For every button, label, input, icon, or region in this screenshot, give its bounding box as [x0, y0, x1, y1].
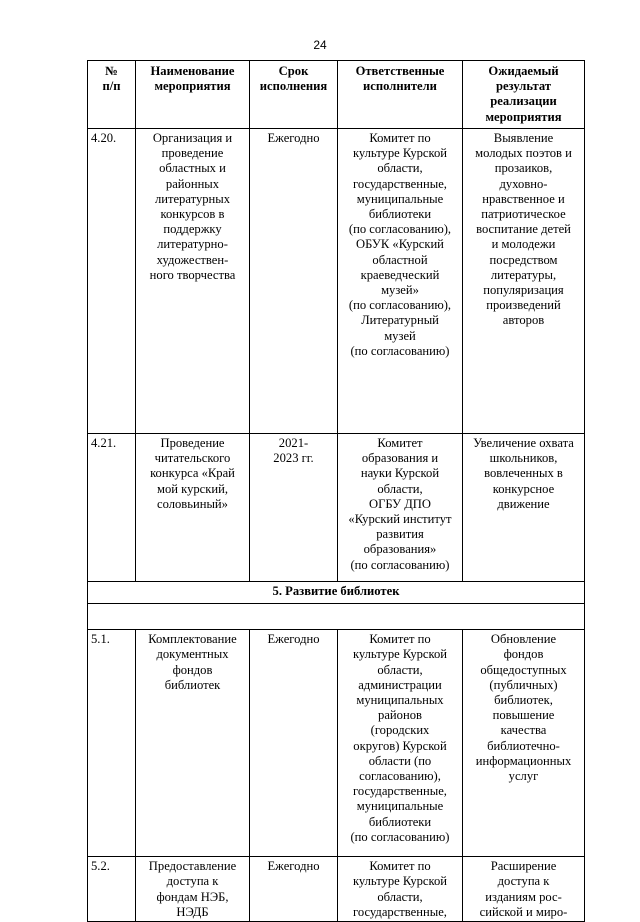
row-number: 4.21. [88, 434, 136, 582]
row-expected-result: Увеличение охвата школьников, вовлеченных в конкурсное движение [463, 434, 585, 582]
header-event-name: Наименование мероприятия [136, 61, 250, 129]
table-row [88, 857, 585, 922]
page-number: 24 [313, 38, 327, 52]
row-expected-result: Обновление фондов общедоступных (публичных) библиотек, повышение качества библиотечно- информационных услуг [463, 630, 585, 857]
row-responsible: Комитет по культуре Курской области, государственные, [338, 857, 463, 922]
row-event-name: Предоставление доступа к фондам НЭБ, НЭДБ [136, 857, 250, 922]
header-deadline: Срок исполнения [250, 61, 338, 129]
row-expected-result: Выявление молодых поэтов и прозаиков, духовно- нравственное и патриотическое воспитание детей и молодежи посредством литературы, популяризация произведений авторов [463, 129, 585, 434]
header-responsible: Ответственные исполнители [338, 61, 463, 129]
section-spacer [88, 604, 585, 630]
table-header-row [88, 61, 585, 129]
row-event-name: Комплектование документных фондов библиотек [136, 630, 250, 857]
row-number: 5.2. [88, 857, 136, 922]
row-event-name: Организация и проведение областных и районных литературных конкурсов в поддержку литературно- художествен- ного творчества [136, 129, 250, 434]
row-expected-result: Расширение доступа к изданиям рос- сийской и миро- [463, 857, 585, 922]
table-row [88, 630, 585, 857]
table-row [88, 434, 585, 582]
row-responsible: Комитет образования и науки Курской области, ОГБУ ДПО «Курский институт развития образования» (по согласованию) [338, 434, 463, 582]
row-event-name: Проведение читательского конкурса «Край мой курский, соловьиный» [136, 434, 250, 582]
header-number: № п/п [88, 61, 136, 129]
header-expected-result: Ожидаемый результат реализации мероприятия [463, 61, 585, 129]
row-deadline: 2021- 2023 гг. [250, 434, 338, 582]
row-deadline: Ежегодно [250, 630, 338, 857]
events-table [87, 60, 585, 922]
section-title: 5. Развитие библиотек [88, 582, 585, 604]
section-spacer-row [88, 604, 585, 630]
row-deadline: Ежегодно [250, 129, 338, 434]
row-responsible: Комитет по культуре Курской области, государственные, муниципальные библиотеки (по согласованию), ОБУК «Курский областной краеведческий музей» (по согласованию), Литературный музей (по согласованию) [338, 129, 463, 434]
row-deadline: Ежегодно [250, 857, 338, 922]
row-number: 4.20. [88, 129, 136, 434]
row-number: 5.1. [88, 630, 136, 857]
row-responsible: Комитет по культуре Курской области, администрации муниципальных районов (городских округов) Курской области (по согласованию), государственные, муниципальные библиотеки (по согласованию) [338, 630, 463, 857]
table-row [88, 129, 585, 434]
section-heading-row [88, 582, 585, 604]
